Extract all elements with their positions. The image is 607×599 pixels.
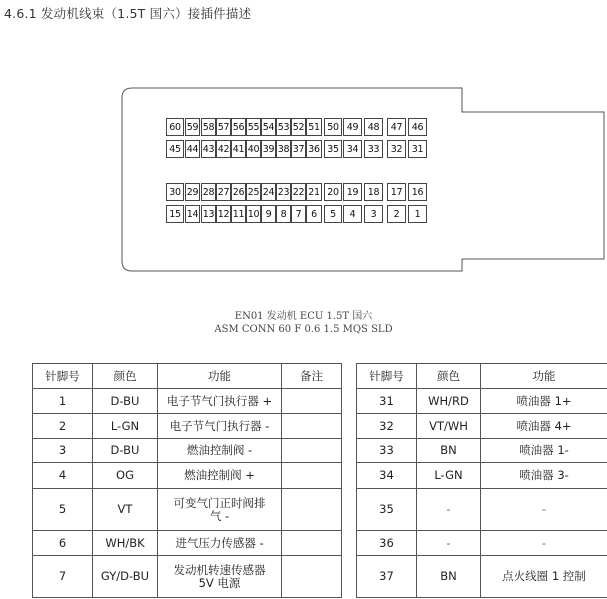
pin-function: 电子节气门执行器 + (158, 389, 282, 414)
connector-pin: 60 (166, 118, 184, 136)
connector-pin: 40 (246, 140, 261, 158)
connector-pin: 7 (291, 205, 306, 223)
connector-pin: 33 (364, 140, 383, 158)
connector-pin: 9 (261, 205, 276, 223)
connector-pin: 52 (291, 118, 306, 136)
connector-pin: 21 (306, 183, 322, 201)
pin-function: - (481, 489, 607, 531)
section-heading: 4.6.1 发动机线束（1.5T 国六）接插件描述 (4, 6, 252, 21)
pin-number: 37 (357, 556, 417, 598)
header-pin: 针脚号 (33, 364, 93, 389)
header-note: 备注 (282, 364, 342, 389)
pin-number: 3 (33, 439, 93, 463)
connector-pin: 47 (387, 118, 406, 136)
connector-pin: 37 (291, 140, 306, 158)
connector-pin: 11 (231, 205, 246, 223)
pin-number: 1 (33, 389, 93, 414)
connector-pin: 10 (246, 205, 261, 223)
table-row (357, 389, 607, 414)
connector-pin: 58 (201, 118, 216, 136)
connector-pin: 6 (306, 205, 322, 223)
header-color: 颜色 (93, 364, 158, 389)
connector-pin: 56 (231, 118, 246, 136)
table-row (33, 389, 342, 414)
pin-function: - (481, 531, 607, 556)
table-row (357, 531, 607, 556)
connector-pin: 43 (201, 140, 216, 158)
table-row (357, 556, 607, 598)
table-row (33, 414, 342, 439)
pin-number: 36 (357, 531, 417, 556)
pin-function: 喷油器 3- (481, 463, 607, 489)
header-function: 功能 (481, 364, 607, 389)
connector-pin: 44 (185, 140, 200, 158)
pin-number: 4 (33, 463, 93, 489)
connector-pin: 20 (324, 183, 342, 201)
connector-pin: 12 (216, 205, 231, 223)
connector-pin: 54 (261, 118, 276, 136)
wire-color: VT (93, 489, 158, 531)
connector-pin: 29 (185, 183, 200, 201)
connector-pin: 23 (276, 183, 291, 201)
pin-note (282, 414, 342, 439)
table-row (33, 531, 342, 556)
table-row (357, 414, 607, 439)
wire-color: L-GN (93, 414, 158, 439)
table-row (33, 489, 342, 531)
pin-table-left (32, 363, 342, 598)
connector-pin: 57 (216, 118, 231, 136)
connector-pin: 59 (185, 118, 200, 136)
pin-number: 34 (357, 463, 417, 489)
connector-pin: 36 (306, 140, 322, 158)
table-row (33, 439, 342, 463)
wire-color: D-BU (93, 389, 158, 414)
pin-function: 发动机转速传感器 5V 电源 (158, 556, 282, 598)
connector-pin: 25 (246, 183, 261, 201)
wire-color: WH/BK (93, 531, 158, 556)
pin-function: 喷油器 1- (481, 439, 607, 463)
connector-pin: 50 (324, 118, 342, 136)
connector-pin: 14 (185, 205, 200, 223)
wire-color: D-BU (93, 439, 158, 463)
pin-note (282, 556, 342, 598)
wire-color: GY/D-BU (93, 556, 158, 598)
table-row (33, 463, 342, 489)
table-row (357, 439, 607, 463)
connector-pin: 24 (261, 183, 276, 201)
table-row (357, 463, 607, 489)
wire-color: BN (417, 439, 481, 463)
header-function: 功能 (158, 364, 282, 389)
connector-pin: 30 (166, 183, 184, 201)
pin-function: 喷油器 4+ (481, 414, 607, 439)
pin-function: 点火线圈 1 控制 (481, 556, 607, 598)
connector-pin: 32 (387, 140, 406, 158)
connector-pin: 5 (324, 205, 342, 223)
pin-note (282, 389, 342, 414)
pin-number: 31 (357, 389, 417, 414)
pin-note (282, 489, 342, 531)
connector-pin: 38 (276, 140, 291, 158)
wire-color: BN (417, 556, 481, 598)
connector-pin: 13 (201, 205, 216, 223)
pin-number: 6 (33, 531, 93, 556)
connector-pin: 55 (246, 118, 261, 136)
connector-pin: 3 (364, 205, 383, 223)
connector-caption-line1: EN01 发动机 ECU 1.5T 国六 (234, 311, 373, 322)
wire-color: WH/RD (417, 389, 481, 414)
connector-pin: 28 (201, 183, 216, 201)
pin-number: 35 (357, 489, 417, 531)
pin-note (282, 463, 342, 489)
wire-color: L-GN (417, 463, 481, 489)
pin-note (282, 439, 342, 463)
connector-pin: 17 (387, 183, 406, 201)
pin-function: 进气压力传感器 - (158, 531, 282, 556)
pin-function: 可变气门正时阀排气 - (158, 489, 282, 531)
connector-pin: 31 (408, 140, 427, 158)
connector-pin: 8 (276, 205, 291, 223)
table-row (33, 556, 342, 598)
connector-pin: 18 (364, 183, 383, 201)
table-row (357, 489, 607, 531)
wire-color: VT/WH (417, 414, 481, 439)
pin-number: 5 (33, 489, 93, 531)
connector-pin: 22 (291, 183, 306, 201)
pin-function: 燃油控制阀 - (158, 439, 282, 463)
connector-pin: 34 (343, 140, 362, 158)
wire-color: - (417, 489, 481, 531)
connector-pin: 15 (166, 205, 184, 223)
connector-pin: 2 (387, 205, 406, 223)
connector-caption-line2: ASM CONN 60 F 0.6 1.5 MQS SLD (214, 324, 393, 335)
pin-number: 33 (357, 439, 417, 463)
wire-color: OG (93, 463, 158, 489)
connector-pin: 27 (216, 183, 231, 201)
connector-pin: 26 (231, 183, 246, 201)
pin-note (282, 531, 342, 556)
header-color: 颜色 (417, 364, 481, 389)
connector-pin: 53 (276, 118, 291, 136)
pin-function: 电子节气门执行器 - (158, 414, 282, 439)
pin-number: 2 (33, 414, 93, 439)
connector-pin: 46 (408, 118, 427, 136)
pin-function: 燃油控制阀 + (158, 463, 282, 489)
connector-pin: 1 (408, 205, 427, 223)
pin-number: 7 (33, 556, 93, 598)
connector-pin: 48 (364, 118, 383, 136)
connector-pin: 41 (231, 140, 246, 158)
connector-pin: 51 (306, 118, 322, 136)
connector-pin: 4 (343, 205, 362, 223)
connector-pin: 39 (261, 140, 276, 158)
header-pin: 针脚号 (357, 364, 417, 389)
connector-pin: 42 (216, 140, 231, 158)
pin-number: 32 (357, 414, 417, 439)
connector-pin: 49 (343, 118, 362, 136)
connector-pin: 45 (166, 140, 184, 158)
connector-pin: 16 (408, 183, 427, 201)
pin-function: 喷油器 1+ (481, 389, 607, 414)
connector-pin: 35 (324, 140, 342, 158)
pin-table-right (356, 363, 607, 598)
connector-pin: 19 (343, 183, 362, 201)
wire-color: - (417, 531, 481, 556)
